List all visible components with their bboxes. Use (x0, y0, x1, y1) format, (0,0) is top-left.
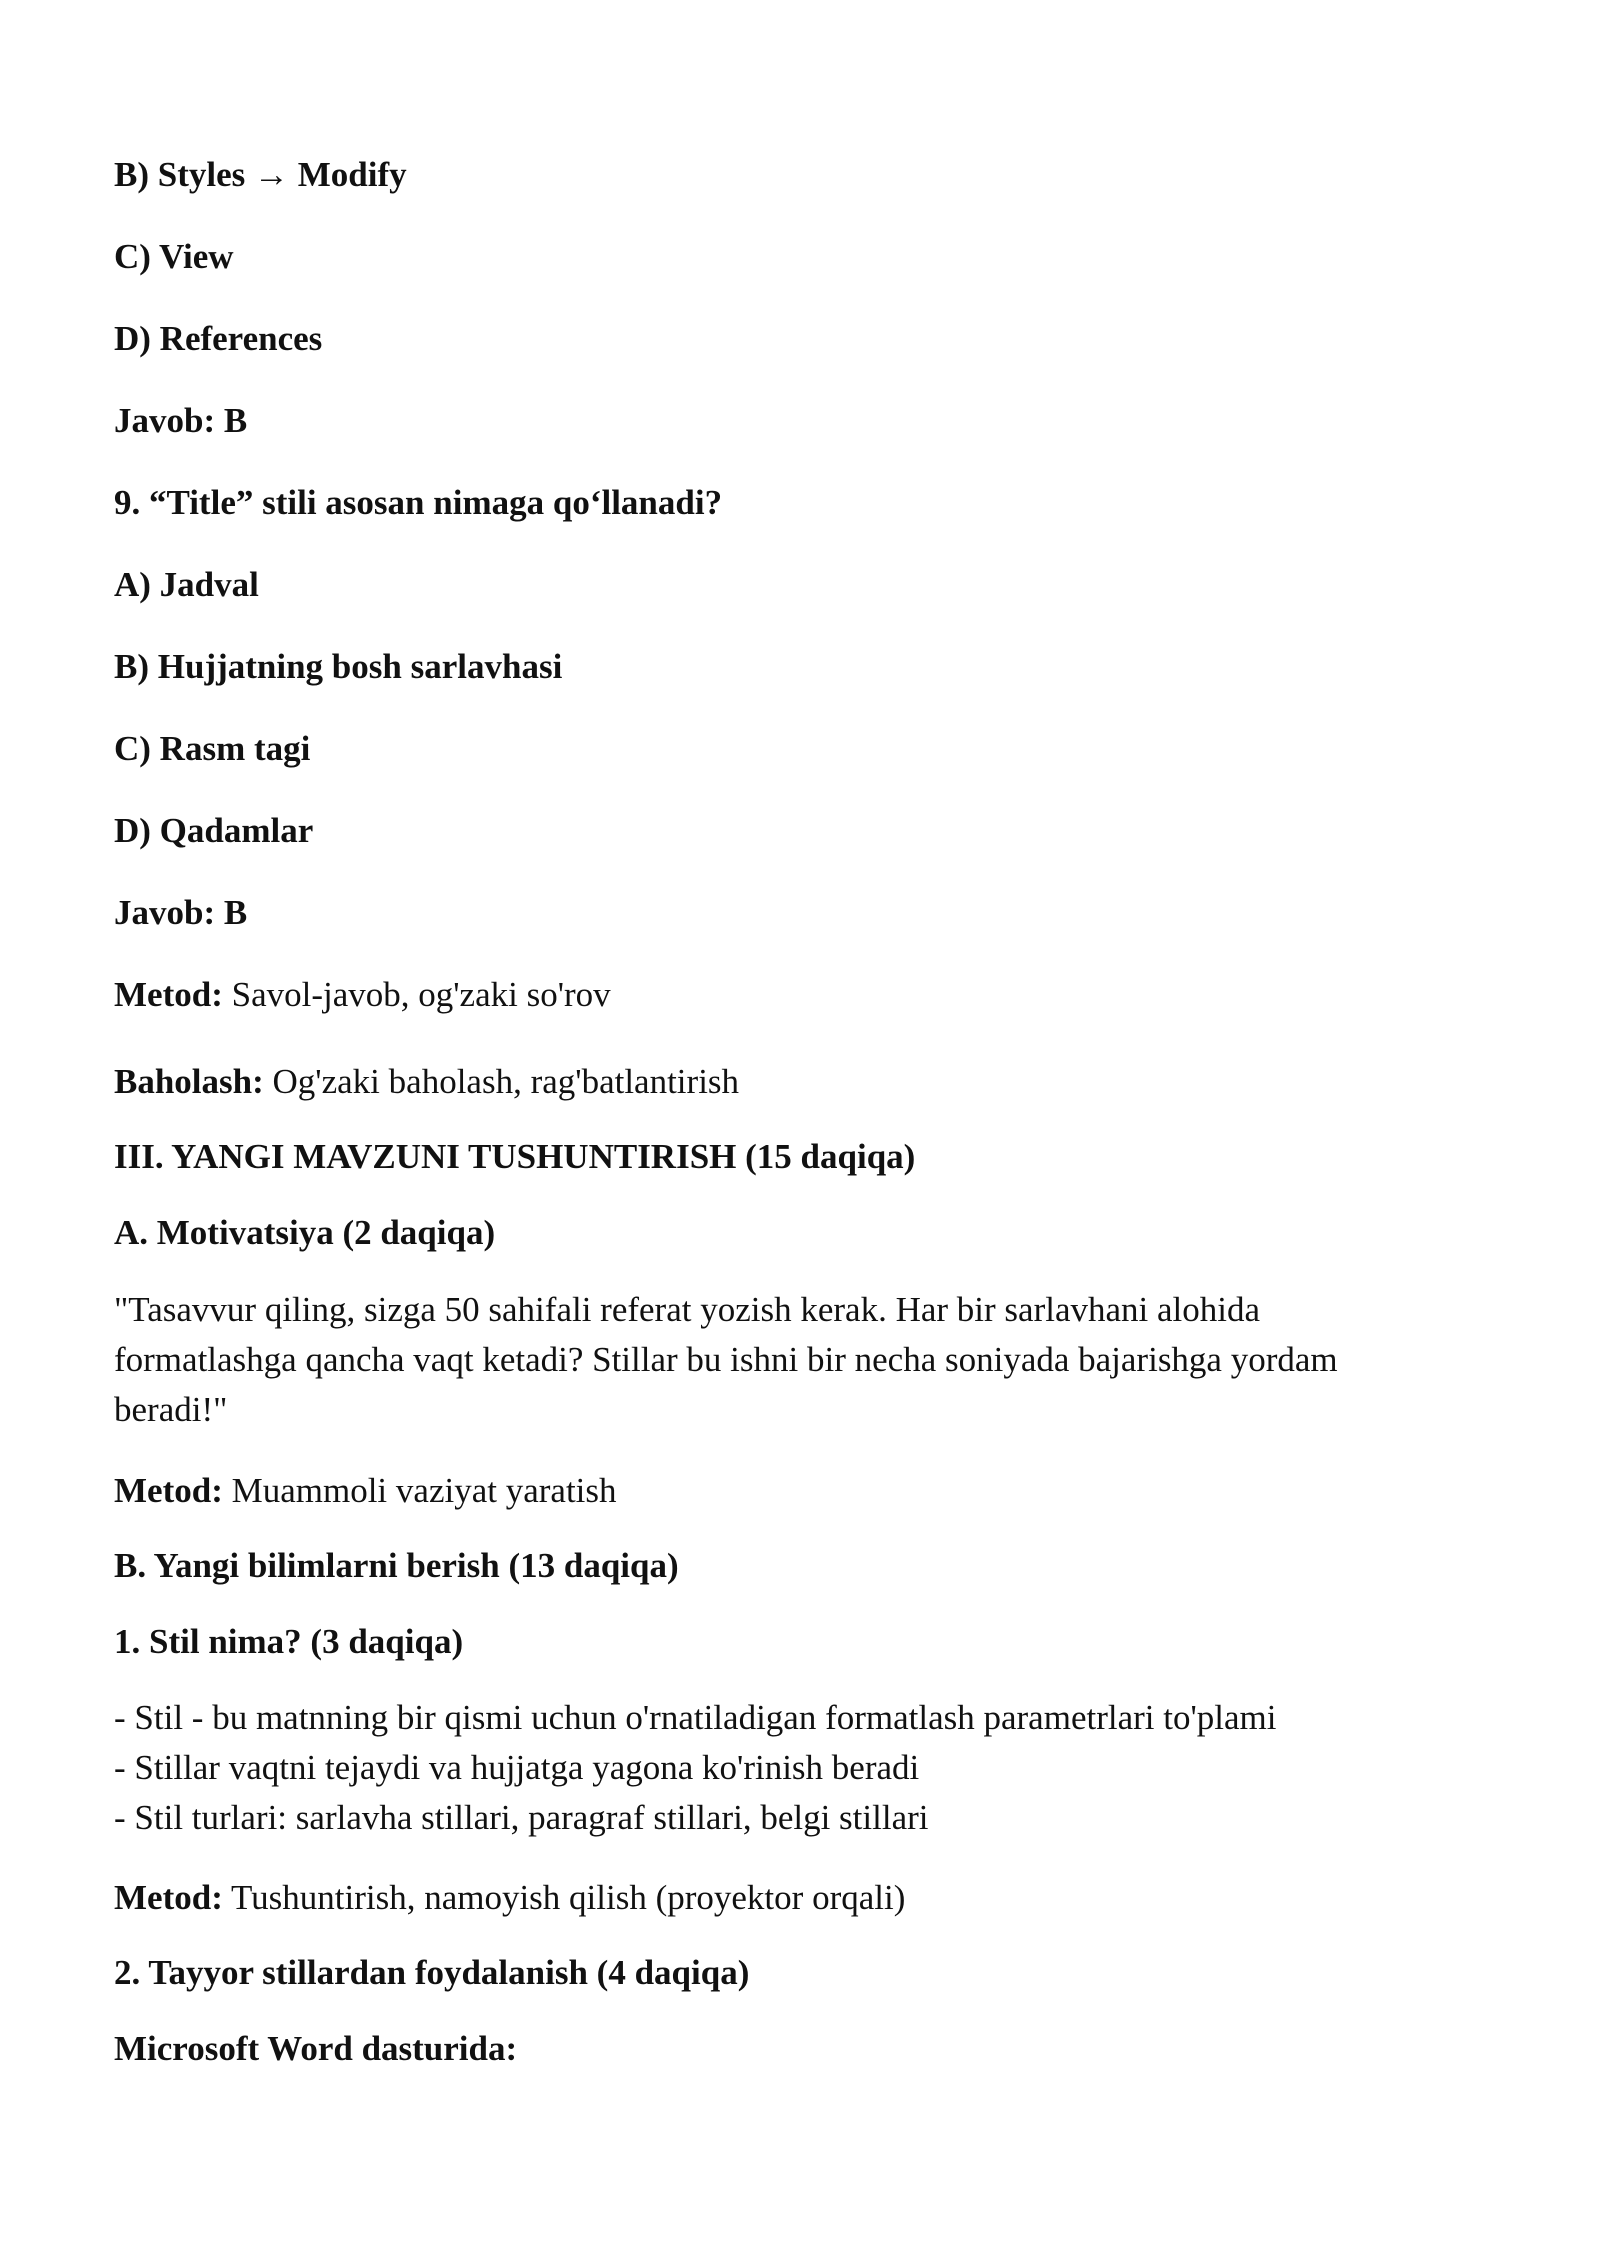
review-method-label: Metod: (114, 975, 223, 1014)
new-knowledge-heading: B. Yangi bilimlarni berish (13 daqiqa) (114, 1546, 679, 1585)
q8-answer: Javob: B (114, 401, 248, 440)
motivation-paragraph (114, 1285, 1514, 1435)
q9-option-d: D) Qadamlar (114, 811, 314, 850)
section-heading: III. YANGI MAVZUNI TUSHUNTIRISH (15 daqiqa) (114, 1137, 916, 1176)
stil-list-item: - Stillar vaqtni tejaydi va hujjatga yagona ko'rinish beradi (114, 1748, 920, 1787)
motivation-method-text: Muammoli vaziyat yaratish (222, 1471, 617, 1510)
stil-method-text: Tushuntirish, namoyish qilish (proyektor orqali) (222, 1878, 906, 1917)
stil-list (114, 1693, 1514, 1843)
motivation-line: formatlashga qancha vaqt ketadi? Stillar bu ishni bir necha soniyada bajarishga yordam (114, 1340, 1338, 1379)
motivation-heading: A. Motivatsiya (2 daqiqa) (114, 1213, 496, 1252)
q8-option-b: B) Styles → Modify (114, 155, 407, 194)
review-assessment-text: Og'zaki baholash, rag'batlantirish (263, 1062, 740, 1101)
stil-method-label: Metod: (114, 1878, 223, 1917)
word-heading: Microsoft Word dasturida: (114, 2029, 518, 2068)
stil-list-item: - Stil - bu matnning bir qismi uchun o'rnatiladigan formatlash parametrlari to'plami (114, 1698, 1277, 1737)
review-method-text: Savol-javob, og'zaki so'rov (222, 975, 611, 1014)
q9-option-b: B) Hujjatning bosh sarlavhasi (114, 647, 563, 686)
q9-answer: Javob: B (114, 893, 248, 932)
motivation-line: beradi!" (114, 1390, 228, 1429)
review-assessment-label: Baholash: (114, 1062, 264, 1101)
motivation-method (114, 1466, 617, 1516)
q8-option-d: D) References (114, 319, 323, 358)
q9-question: 9. “Title” stili asosan nimaga qo‘llanadi? (114, 483, 723, 522)
motivation-line: "Tasavvur qiling, sizga 50 sahifali referat yozish kerak. Har bir sarlavhani alohida (114, 1290, 1261, 1329)
q8-option-c: C) View (114, 237, 234, 276)
review-assessment (114, 1057, 739, 1107)
q9-option-a: A) Jadval (114, 565, 259, 604)
review-method (114, 970, 611, 1020)
q9-option-c: C) Rasm tagi (114, 729, 311, 768)
stil-heading: 1. Stil nima? (3 daqiqa) (114, 1622, 464, 1661)
ready-styles-heading: 2. Tayyor stillardan foydalanish (4 daqiqa) (114, 1953, 750, 1992)
stil-list-item: - Stil turlari: sarlavha stillari, paragraf stillari, belgi stillari (114, 1798, 929, 1837)
stil-method (114, 1873, 905, 1923)
motivation-method-label: Metod: (114, 1471, 223, 1510)
